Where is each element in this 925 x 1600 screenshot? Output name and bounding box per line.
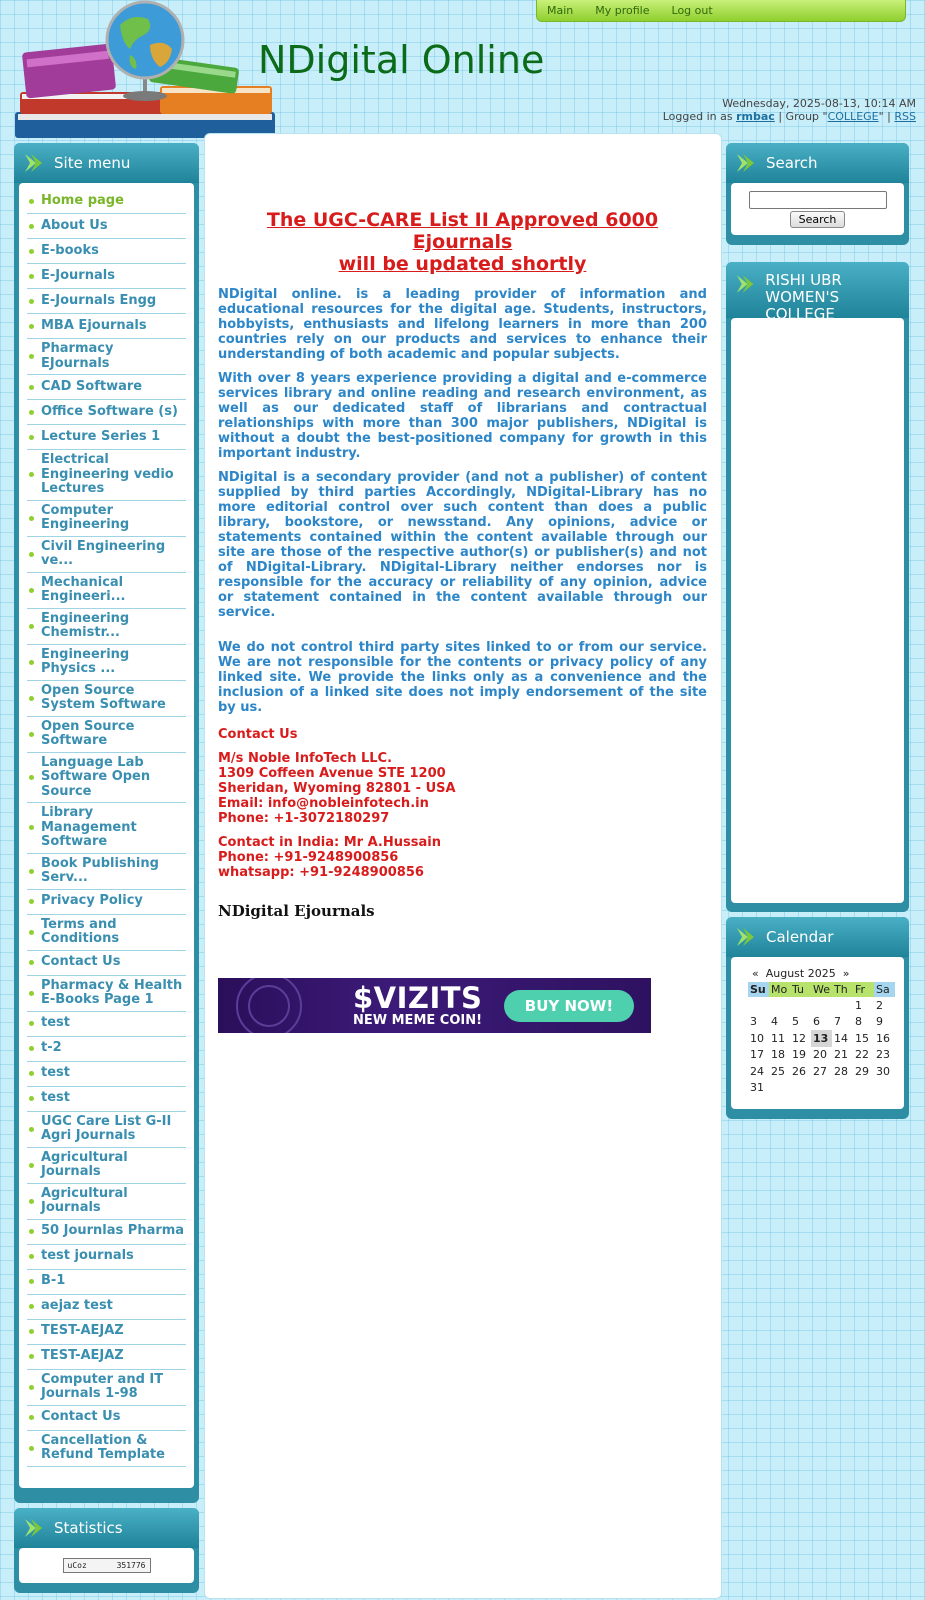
sidebar-item[interactable]: [27, 1037, 186, 1062]
sidebar-item[interactable]: [27, 854, 186, 890]
calendar-day[interactable]: 1: [855, 998, 862, 1012]
email-line[interactable]: Email: info@nobleinfotech.in: [218, 796, 429, 811]
sidebar-item[interactable]: [27, 951, 186, 976]
sidebar-item[interactable]: [27, 573, 186, 609]
disclaimer-paragraph: NDigital is a secondary provider (and not a publisher) of content supplied by third parties Accordingly, NDigital-Library has no more editorial control over such content than does a public library, bookstore, or newsstand. Any opinions, advice or statements contained within the content available through our site are those of the respective author(s) or publisher(s) and not of NDigital-Library. NDigital-Library neither endorses nor is responsible for the accuracy or reliability of any opinion, advice or statement contained in the content available through our service.: [218, 470, 707, 620]
sidebar-item-label: B-1: [41, 1273, 66, 1289]
group-prefix: | Group ": [778, 110, 828, 123]
bullet-icon: [29, 1096, 34, 1101]
calendar-grid: [748, 982, 895, 1096]
site-menu-block: [14, 143, 199, 1503]
sidebar-item-label: Library Management Software: [41, 805, 137, 849]
headline-line-2: will be updated shortly: [338, 253, 587, 275]
bullet-icon: [29, 1385, 34, 1390]
sidebar-item-label: test journals: [41, 1248, 134, 1264]
sidebar-item-label: Pharmacy EJournals: [41, 341, 114, 371]
calendar-day[interactable]: 29: [855, 1064, 869, 1078]
bullet-icon: [29, 930, 34, 935]
calendar-day: [832, 1080, 853, 1097]
counter-brand: uCoz: [67, 1561, 87, 1570]
sidebar-item[interactable]: [27, 1320, 186, 1345]
banner-title: $VIZITS: [353, 981, 483, 1015]
calendar-day[interactable]: 10: [750, 1031, 764, 1045]
top-menu-profile-link[interactable]: My profile: [595, 4, 650, 17]
sidebar-item[interactable]: [27, 1148, 186, 1184]
calendar-day[interactable]: 17: [750, 1048, 764, 1062]
calendar-day: [832, 997, 853, 1014]
bullet-icon: [29, 588, 34, 593]
sidebar-item[interactable]: [27, 976, 186, 1012]
calendar-weekday: Tu: [790, 982, 811, 997]
calendar-day[interactable]: 3: [750, 1015, 757, 1029]
calendar-day[interactable]: 12: [792, 1031, 806, 1045]
sidebar-item[interactable]: [27, 609, 186, 645]
bullet-icon: [29, 1046, 34, 1051]
calendar-weekday: Su: [748, 982, 769, 997]
statistics-block: [14, 1508, 199, 1593]
sidebar-item-label: Contact Us: [41, 1409, 121, 1425]
calendar-day[interactable]: 21: [834, 1048, 848, 1062]
calendar-day[interactable]: 28: [834, 1064, 848, 1078]
college-title-line-2: WOMEN'S COLLEGE: [765, 288, 840, 323]
bullet-icon: [29, 1199, 34, 1204]
counter-value: 351776: [116, 1561, 146, 1570]
calendar-title: Calendar: [766, 928, 834, 946]
sidebar-item[interactable]: [27, 915, 186, 951]
chevron-right-icon: [734, 925, 758, 949]
top-menu: [536, 0, 906, 22]
group-link[interactable]: COLLEGE: [827, 110, 879, 123]
bullet-icon: [29, 324, 34, 329]
top-menu-main-link[interactable]: Main: [547, 4, 574, 17]
contact-heading: Contact Us: [218, 727, 298, 742]
sidebar-item[interactable]: [27, 1345, 186, 1370]
bullet-icon: [29, 775, 34, 780]
sidebar-item[interactable]: [27, 189, 186, 214]
sidebar-item[interactable]: [27, 1270, 186, 1295]
calendar-day[interactable]: 24: [750, 1064, 764, 1078]
calendar-day: [811, 1080, 832, 1097]
calendar-day: [790, 997, 811, 1014]
sidebar-item[interactable]: [27, 214, 186, 239]
bullet-icon: [29, 472, 34, 477]
login-prefix: Logged in as: [662, 110, 733, 123]
calendar-day[interactable]: 14: [834, 1031, 848, 1045]
calendar-day[interactable]: 6: [813, 1015, 820, 1029]
sidebar-item-label: Open Source Software: [41, 718, 135, 748]
sidebar-item-label: E-Journals: [41, 267, 115, 283]
sidebar-item-label: test: [41, 1065, 70, 1081]
calendar-day[interactable]: 4: [771, 1015, 778, 1029]
sidebar-item[interactable]: [27, 1406, 186, 1431]
sidebar-item[interactable]: [27, 681, 186, 717]
calendar-weekday: Mo: [769, 982, 790, 997]
calendar-weekday: We: [813, 983, 830, 996]
bullet-icon: [29, 1329, 34, 1334]
calendar-day: [769, 997, 790, 1014]
bullet-icon: [29, 1354, 34, 1359]
calendar-day[interactable]: 30: [876, 1064, 890, 1078]
calendar-prev-link[interactable]: «: [752, 967, 759, 980]
ad-banner[interactable]: [218, 978, 651, 1033]
bullet-icon: [29, 899, 34, 904]
india-phone-line: Phone: +91-9248900856: [218, 850, 399, 865]
calendar-day[interactable]: 31: [750, 1081, 764, 1095]
calendar-day[interactable]: 8: [855, 1015, 862, 1029]
college-block: [726, 262, 909, 912]
sidebar-item-label: aejaz test: [41, 1298, 113, 1314]
statistics-header: [14, 1508, 199, 1548]
sidebar-item-label: Lecture Series 1: [41, 428, 161, 444]
bullet-icon: [29, 435, 34, 440]
address-block: [218, 751, 707, 826]
sidebar-item-label: Computer Engineering: [41, 502, 130, 532]
site-menu-title: Site menu: [54, 154, 131, 172]
bullet-icon: [29, 991, 34, 996]
sidebar-item-label: Computer and IT Journals 1-98: [41, 1371, 164, 1401]
sidebar-item[interactable]: [27, 1062, 186, 1087]
intro-paragraph: NDigital online. is a leading provider of information and educational resources for the digital age. Students, instructors, hobbyists, enthusiasts and lifelong learners in more than 200 countries rely on our products and services to enhance their understanding of both academic and popular subjects.: [218, 287, 707, 362]
sidebar-item-label: Mechanical Engineeri...: [41, 574, 126, 604]
calendar-next-link[interactable]: »: [842, 967, 850, 980]
sidebar-item[interactable]: [27, 501, 186, 537]
bullet-icon: [29, 624, 34, 629]
sidebar-item-label: 50 Journlas Pharma: [41, 1223, 185, 1239]
sidebar-item-label: Engineering Physics ...: [41, 646, 130, 676]
site-title: NDigital Online: [258, 38, 545, 82]
sidebar-item-label: Engineering Chemistr...: [41, 610, 130, 640]
sidebar-item-label: About Us: [41, 217, 108, 233]
calendar-day: [769, 1080, 790, 1097]
sidebar-item[interactable]: [27, 1220, 186, 1245]
bullet-icon: [29, 1163, 34, 1168]
buy-now-button[interactable]: BUY NOW!: [504, 990, 634, 1022]
sidebar-item[interactable]: [27, 1295, 186, 1320]
search-body: [731, 183, 904, 235]
site-menu-header: [14, 143, 199, 183]
bullet-icon: [29, 249, 34, 254]
site-menu-list: [19, 183, 194, 1488]
sidebar-item-label: Civil Engineering ve...: [41, 538, 166, 568]
sidebar-item[interactable]: [27, 425, 186, 450]
calendar-day[interactable]: 18: [771, 1048, 785, 1062]
experience-paragraph: With over 8 years experience providing a digital and e-commerce services library and online reading and research environment, as well as our dedicated staff of librarians and contractual relationships with more than 300 major publishers, NDigital is without a doubt the best-positioned company for growth in this important industry.: [218, 371, 707, 461]
current-date: Wednesday, 2025-08-13, 10:14 AM: [722, 97, 916, 110]
sidebar-item-label: Agricultural Journals: [41, 1185, 128, 1215]
bullet-icon: [29, 354, 34, 359]
third-party-paragraph: We do not control third party sites linked to or from our service. We are not responsible for the contents or privacy policy of any linked site. We provide the links only as a convenience and the inclusion of a linked site does not imply endorsement of the site by us.: [218, 640, 707, 715]
bullet-icon: [29, 299, 34, 304]
bullet-icon: [29, 1229, 34, 1234]
college-title-line-1: RISHI UBR: [765, 271, 842, 289]
sidebar-item[interactable]: [27, 803, 186, 854]
calendar-header: [726, 917, 909, 957]
calendar-day[interactable]: 22: [855, 1048, 869, 1062]
bullet-icon: [29, 732, 34, 737]
calendar-today[interactable]: 13: [811, 1030, 832, 1047]
bullet-icon: [29, 224, 34, 229]
bullet-icon: [29, 960, 34, 965]
headline: [218, 209, 707, 275]
bullet-icon: [29, 1304, 34, 1309]
sidebar-item-label: Office Software (s): [41, 403, 178, 419]
bullet-icon: [29, 1021, 34, 1026]
calendar-day: [853, 1080, 874, 1097]
calendar-day[interactable]: 20: [813, 1048, 827, 1062]
sidebar-item[interactable]: [27, 1245, 186, 1270]
bullet-icon: [29, 1446, 34, 1451]
search-input[interactable]: [749, 191, 887, 209]
calendar-day[interactable]: 26: [792, 1064, 806, 1078]
calendar-nav: [748, 967, 904, 980]
bullet-icon: [29, 516, 34, 521]
login-info: [663, 110, 916, 123]
bullet-icon: [29, 385, 34, 390]
sidebar-item-label: Agricultural Journals: [41, 1149, 128, 1179]
calendar-day[interactable]: 15: [855, 1031, 869, 1045]
top-menu-logout-link[interactable]: Log out: [671, 4, 713, 17]
college-body: [731, 318, 904, 903]
bullet-icon: [29, 552, 34, 557]
calendar-month: August 2025: [765, 967, 836, 980]
calendar-day[interactable]: 7: [834, 1015, 841, 1029]
calendar-weekday: Fr: [853, 982, 874, 997]
globe-on-books-icon: [10, 0, 280, 140]
sidebar-item[interactable]: [27, 890, 186, 915]
calendar-day[interactable]: 27: [813, 1064, 827, 1078]
sidebar-item[interactable]: [27, 1012, 186, 1037]
search-header: [726, 143, 909, 183]
chevron-right-icon: [22, 151, 46, 175]
group-suffix: " |: [878, 110, 891, 123]
sidebar-item-label: Cancellation & Refund Template: [41, 1432, 165, 1462]
sidebar-item[interactable]: [27, 239, 186, 264]
bullet-icon: [29, 1071, 34, 1076]
banner-subtitle: NEW MEME COIN!: [353, 1013, 483, 1028]
bullet-icon: [29, 660, 34, 665]
sidebar-item[interactable]: [27, 645, 186, 681]
college-header: [726, 262, 909, 323]
sidebar-item[interactable]: [27, 450, 186, 501]
sidebar-item-label: CAD Software: [41, 378, 143, 394]
main-content: [204, 133, 722, 1599]
calendar-day[interactable]: 25: [771, 1064, 785, 1078]
user-link[interactable]: rmbac: [736, 110, 775, 123]
sidebar-item-label: Book Publishing Serv...: [41, 855, 159, 885]
calendar-block: [726, 917, 909, 1119]
sidebar-item-label: test: [41, 1090, 70, 1106]
sidebar-item[interactable]: [27, 314, 186, 339]
calendar-body: [731, 957, 904, 1109]
college-title: [765, 272, 909, 323]
rss-link[interactable]: RSS: [894, 110, 916, 123]
search-title: Search: [766, 154, 818, 172]
bullet-icon: [29, 199, 34, 204]
calendar-day[interactable]: 2: [876, 998, 883, 1012]
sidebar-item-label: UGC Care List G-II Agri Journals: [41, 1113, 172, 1143]
sidebar-item-label: Language Lab Software Open Source: [41, 754, 151, 799]
calendar-day[interactable]: 5: [792, 1015, 799, 1029]
calendar-day[interactable]: 19: [792, 1048, 806, 1062]
calendar-day: [811, 997, 832, 1014]
sidebar-item[interactable]: [27, 537, 186, 573]
sidebar-item-label: Privacy Policy: [41, 893, 143, 909]
calendar-day[interactable]: 11: [771, 1031, 785, 1045]
calendar-day: [874, 1080, 895, 1097]
sidebar-item[interactable]: [27, 1087, 186, 1112]
bullet-icon: [29, 869, 34, 874]
sidebar-item[interactable]: [27, 339, 186, 375]
sidebar-item-label: Pharmacy & Health E-Books Page 1: [41, 977, 183, 1007]
bullet-icon: [29, 1127, 34, 1132]
calendar-day[interactable]: 16: [876, 1031, 890, 1045]
calendar-day[interactable]: 23: [876, 1048, 890, 1062]
ejournals-heading: NDigital Ejournals: [218, 902, 375, 920]
chevron-right-icon: [734, 272, 757, 296]
sidebar-item-label: Terms and Conditions: [41, 916, 120, 946]
sidebar-item[interactable]: [27, 289, 186, 314]
sidebar-item[interactable]: [27, 1370, 186, 1406]
bullet-icon: [29, 696, 34, 701]
sidebar-item-label: Contact Us: [41, 954, 121, 970]
bullet-icon: [29, 1279, 34, 1284]
search-block: [726, 143, 909, 245]
address-line: 1309 Coffeen Avenue STE 1200: [218, 766, 446, 781]
sidebar-item[interactable]: [27, 717, 186, 753]
bullet-icon: [29, 410, 34, 415]
sidebar-item[interactable]: [27, 1112, 186, 1148]
statistics-body: [19, 1548, 194, 1583]
calendar-weekday: Sa: [874, 982, 895, 997]
sidebar-item[interactable]: [27, 753, 186, 804]
sidebar-item-label: Home page: [41, 192, 124, 208]
coin-inner-icon: [248, 985, 290, 1027]
sidebar-item-label: E-Journals Engg: [41, 292, 157, 308]
sidebar-item[interactable]: [27, 264, 186, 289]
search-button[interactable]: Search: [790, 211, 846, 228]
bullet-icon: [29, 1254, 34, 1259]
calendar-weekday: Th: [832, 982, 853, 997]
calendar-day: [748, 997, 769, 1014]
sidebar-item-label: Electrical Engineering vedio Lectures: [41, 452, 174, 496]
phone-line: Phone: +1-3072180297: [218, 811, 390, 826]
sidebar-item[interactable]: [27, 1431, 186, 1467]
india-whatsapp-line: whatsapp: +91-9248900856: [218, 865, 424, 880]
chevron-right-icon: [734, 151, 758, 175]
bullet-icon: [29, 274, 34, 279]
sidebar-item-label: TEST-AEJAZ: [41, 1323, 124, 1339]
sidebar-item-label: TEST-AEJAZ: [41, 1348, 124, 1364]
address-line: M/s Noble InfoTech LLC.: [218, 751, 393, 766]
sidebar-item-label: MBA Ejournals: [41, 317, 147, 333]
sidebar-item-label: E-books: [41, 242, 99, 258]
calendar-day: [790, 1080, 811, 1097]
india-contact-line: Contact in India: Mr A.Hussain: [218, 835, 441, 850]
address-line: Sheridan, Wyoming 82801 - USA: [218, 781, 456, 796]
headline-line-1: The UGC-CARE List II Approved 6000 Ejournals: [266, 209, 659, 253]
india-contact-block: [218, 835, 707, 880]
sidebar-item[interactable]: [27, 1184, 186, 1220]
bullet-icon: [29, 825, 34, 830]
sidebar-item[interactable]: [27, 375, 186, 400]
sidebar-item-label: Open Source System Software: [41, 682, 166, 712]
visit-counter[interactable]: [63, 1558, 151, 1573]
calendar-day[interactable]: 9: [876, 1015, 883, 1029]
bullet-icon: [29, 1415, 34, 1420]
sidebar-item[interactable]: [27, 400, 186, 425]
sidebar-item-label: test: [41, 1015, 70, 1031]
sidebar-item-label: t-2: [41, 1040, 62, 1056]
chevron-right-icon: [22, 1516, 46, 1540]
statistics-title: Statistics: [54, 1519, 123, 1537]
